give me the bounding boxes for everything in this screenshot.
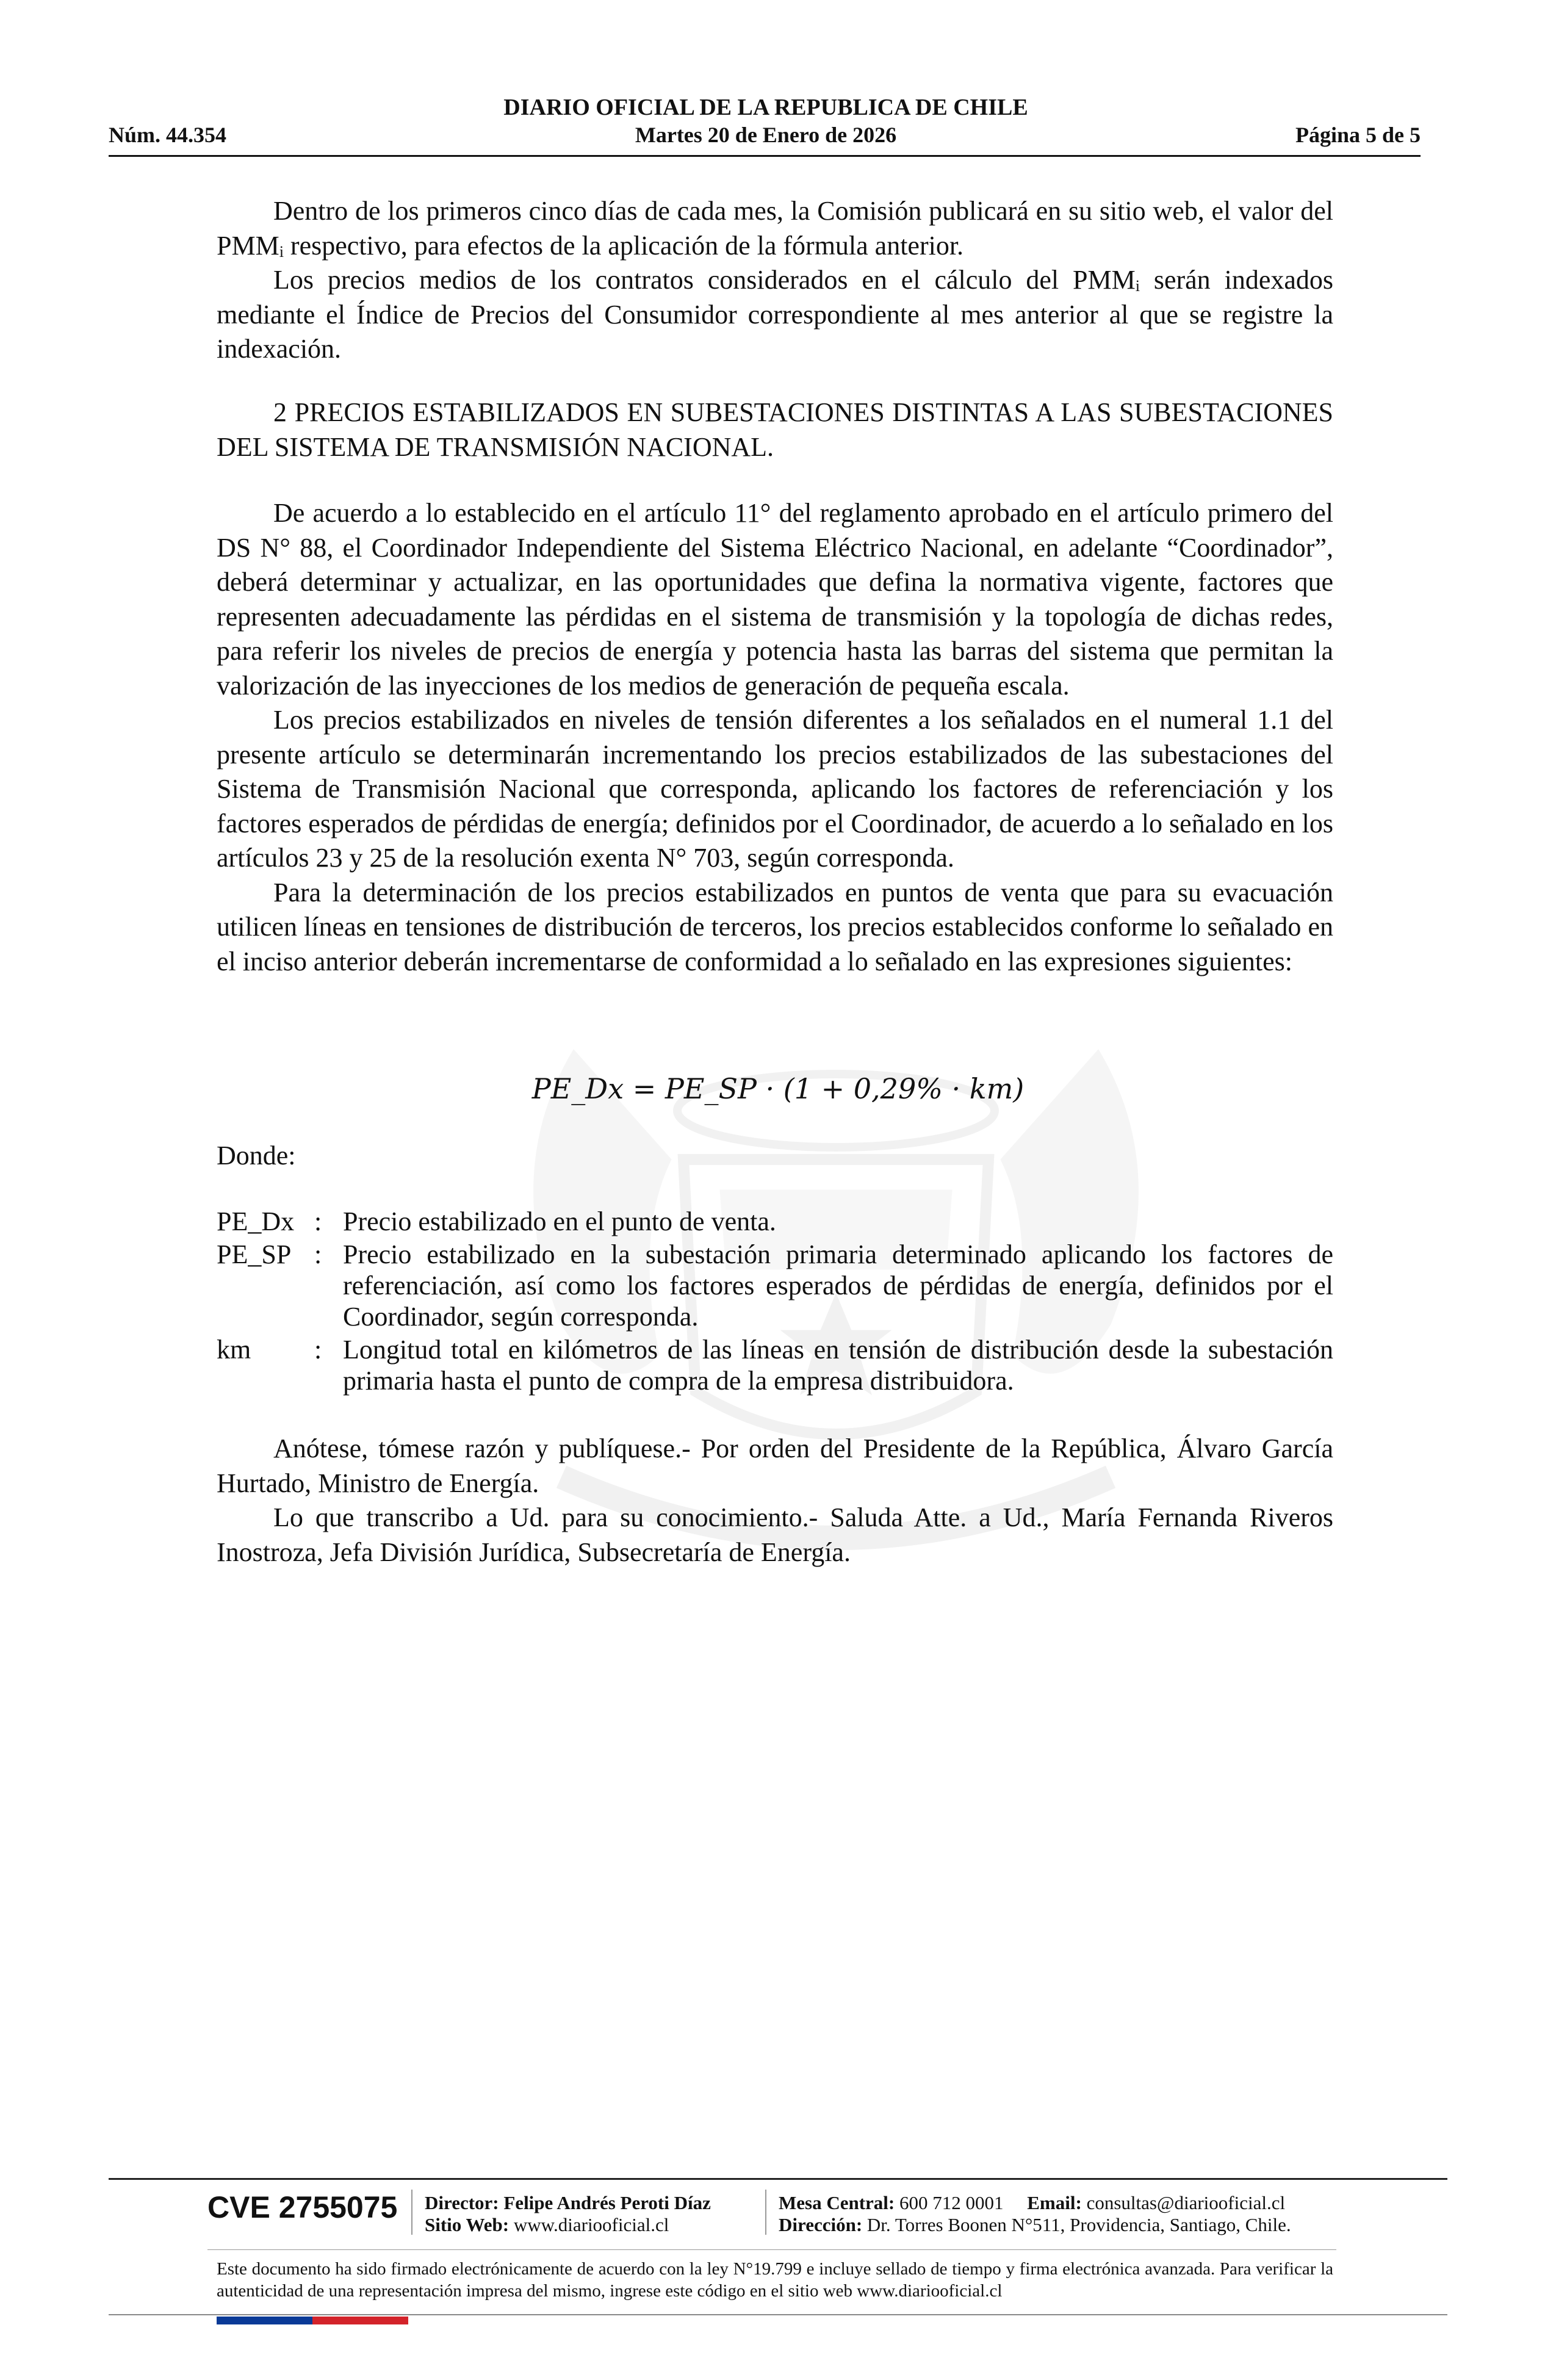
price-formula: PE_Dx = PE_SP · (1 + 0,29% · km) [531,1072,1025,1105]
main-text [217,496,1333,979]
footer-separator [765,2190,766,2235]
definition-term: PE_SP [217,1239,292,1269]
footer-director-block [425,2192,711,2236]
paragraph: Los precios estabilizados en niveles de tensión diferentes a los señalados en el numeral 1.1 del presente artículo se determinarán incrementando los precios estabilizados de las subestaciones del Sistema de Transmisión Nacional que corresponda, aplicando los factores de referenciación y los factores esperados de pérdidas de energía; definidos por el Coordinador, de acuerdo a lo señalado en los artículos 23 y 25 de la resolución exenta N° 703, según corresponda. [217,705,1333,873]
paragraph: Los precios medios de los contratos considerados en el cálculo del PMMᵢ serán indexados mediante el Índice de Precios del Consumidor correspondiente al mes anterior al que se registre la indexación. [217,265,1333,364]
phone-value: 600 712 0001 [899,2192,1004,2213]
section-heading [217,395,1333,464]
signature-disclaimer: Este documento ha sido firmado electrónicamente de acuerdo con la ley N°19.799 e incluye sellado de tiempo y firma electrónica avanzada. Para verificar la autenticidad de una representación impresa del mismo, ingrese este código en el sitio web www.diariooficial.cl [217,2259,1333,2301]
closing-text [217,1432,1333,1570]
paragraph: Anótese, tómese razón y publíquese.- Por orden del Presidente de la República, Álvaro García Hurtado, Ministro de Energía. [217,1433,1333,1498]
paragraph: Lo que transcribo a Ud. para su conocimiento.- Saluda Atte. a Ud., María Fernanda Riveros Inostroza, Jefa División Jurídica, Subsecretaría de Energía. [217,1502,1333,1567]
definition-colon: : [314,1335,322,1365]
intro-text [217,194,1333,367]
definition-term: km [217,1335,251,1365]
footer-bottom-divider [109,2314,1447,2315]
definition-row [217,1334,1333,1396]
footer-contact-block [779,2192,1291,2236]
email-label: Email: [1027,2192,1082,2213]
address-value: Dr. Torres Boonen N°511, Providencia, Santiago, Chile. [866,2214,1291,2235]
flag-stripe-blue [217,2317,312,2324]
definition-colon: : [314,1239,322,1269]
cve-code: CVE 2755075 [207,2190,398,2224]
issue-date: Martes 20 de Enero de 2026 [635,123,897,147]
definition-description: Precio estabilizado en la subestación primaria determinado aplicando los factores de referenciación, así como los factores esperados de pérdidas de energía, definidos por el Coordinador, según corresponda. [343,1239,1333,1332]
definition-term: PE_Dx [217,1206,295,1236]
where-label: Donde: [217,1141,296,1170]
definition-row [217,1239,1333,1332]
website-link[interactable]: www.diariooficial.cl [513,2214,669,2235]
director-name: Felipe Andrés Peroti Díaz [503,2192,711,2213]
definitions-list [217,1206,1333,1398]
paragraph: Para la determinación de los precios estabilizados en puntos de venta que para su evacuación utilicen líneas en tensiones de distribución de terceros, los precios establecidos conforme lo señalado en el inciso anterior deberán incrementarse de conformidad a lo señalado en las expresiones siguientes: [217,877,1333,976]
issue-number: Núm. 44.354 [109,123,227,147]
newspaper-title: DIARIO OFICIAL DE LA REPUBLICA DE CHILE [503,95,1028,120]
page-number: Página 5 de 5 [1295,123,1421,147]
website-label: Sitio Web: [425,2214,510,2235]
footer-divider [109,2178,1447,2180]
phone-label: Mesa Central: [779,2192,895,2213]
definition-description: Longitud total en kilómetros de las líneas en tensión de distribución desde la subestación primaria hasta el punto de compra de la empresa distribuidora. [343,1335,1333,1396]
section-title: 2 PRECIOS ESTABILIZADOS EN SUBESTACIONES DISTINTAS A LAS SUBESTACIONES DEL SISTEMA DE TRANSMISIÓN NACIONAL. [217,397,1333,462]
footer-inner-divider [207,2249,1336,2250]
paragraph: De acuerdo a lo establecido en el artículo 11° del reglamento aprobado en el artículo primero del DS N° 88, el Coordinador Independiente del Sistema Eléctrico Nacional, en adelante “Coordinador”, deberá determinar y actualizar, en las oportunidades que defina la normativa vigente, factores que representen adecuadamente las pérdidas en el sistema de transmisión y la topología de dichas redes, para referir los niveles de precios de energía y potencia hasta las barras del sistema que permitan la valorización de las inyecciones de los medios de generación de pequeña escala. [217,498,1333,701]
definition-colon: : [314,1206,322,1236]
definition-row [217,1206,1333,1237]
paragraph: Dentro de los primeros cinco días de cada mes, la Comisión publicará en su sitio web, el valor del PMMᵢ respectivo, para efectos de la aplicación de la fórmula anterior. [217,196,1333,261]
email-link[interactable]: consultas@diariooficial.cl [1086,2192,1286,2213]
header-divider [109,155,1421,157]
footer-separator [411,2190,412,2235]
definition-description: Precio estabilizado en el punto de venta. [343,1206,776,1236]
address-label: Dirección: [779,2214,863,2235]
director-label: Director: [425,2192,499,2213]
flag-stripe-red [312,2317,408,2324]
